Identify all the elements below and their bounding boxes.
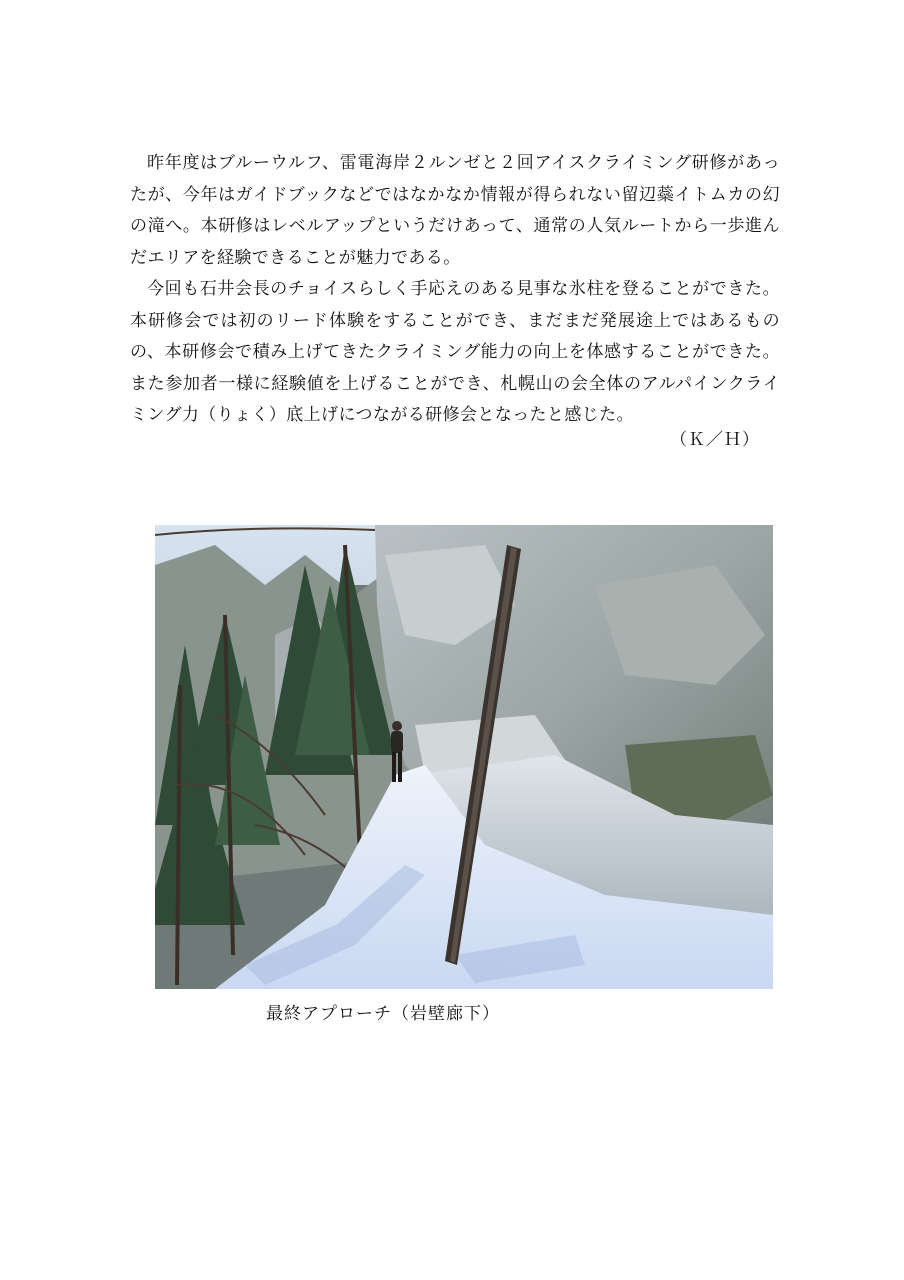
photo-caption: 最終アプローチ（岩壁廊下） [266,1004,500,1024]
paragraph-2: 今回も石井会長のチョイスらしく手応えのある見事な氷柱を登ることができた。本研修会では初のリード体験をすることができ、まだまだ発展途上ではあるものの、本研修会で積み上げてきたクライミング能力の向上を体感することができた。また参加者一様に経験値を上げることができ、札幌山の会全体のアルパインクライミング力（りょく）底上げにつながる研修会となったと感じた。 [130,279,780,425]
author-signature: （Ｋ／Ｈ） [670,430,760,450]
approach-photo [155,525,773,989]
photo-illustration [155,525,773,989]
paragraph-1: 昨年度はブルーウルフ、雷電海岸２ルンゼと２回アイスクライミング研修があったが、今年はガイドブックなどではなかなか情報が得られない留辺蘂イトムカの幻の滝へ。本研修はレベルアップというだけあって、通常の人気ルートから一歩進んだエリアを経験できることが魅力である。 [130,153,780,268]
article-body [130,148,780,432]
